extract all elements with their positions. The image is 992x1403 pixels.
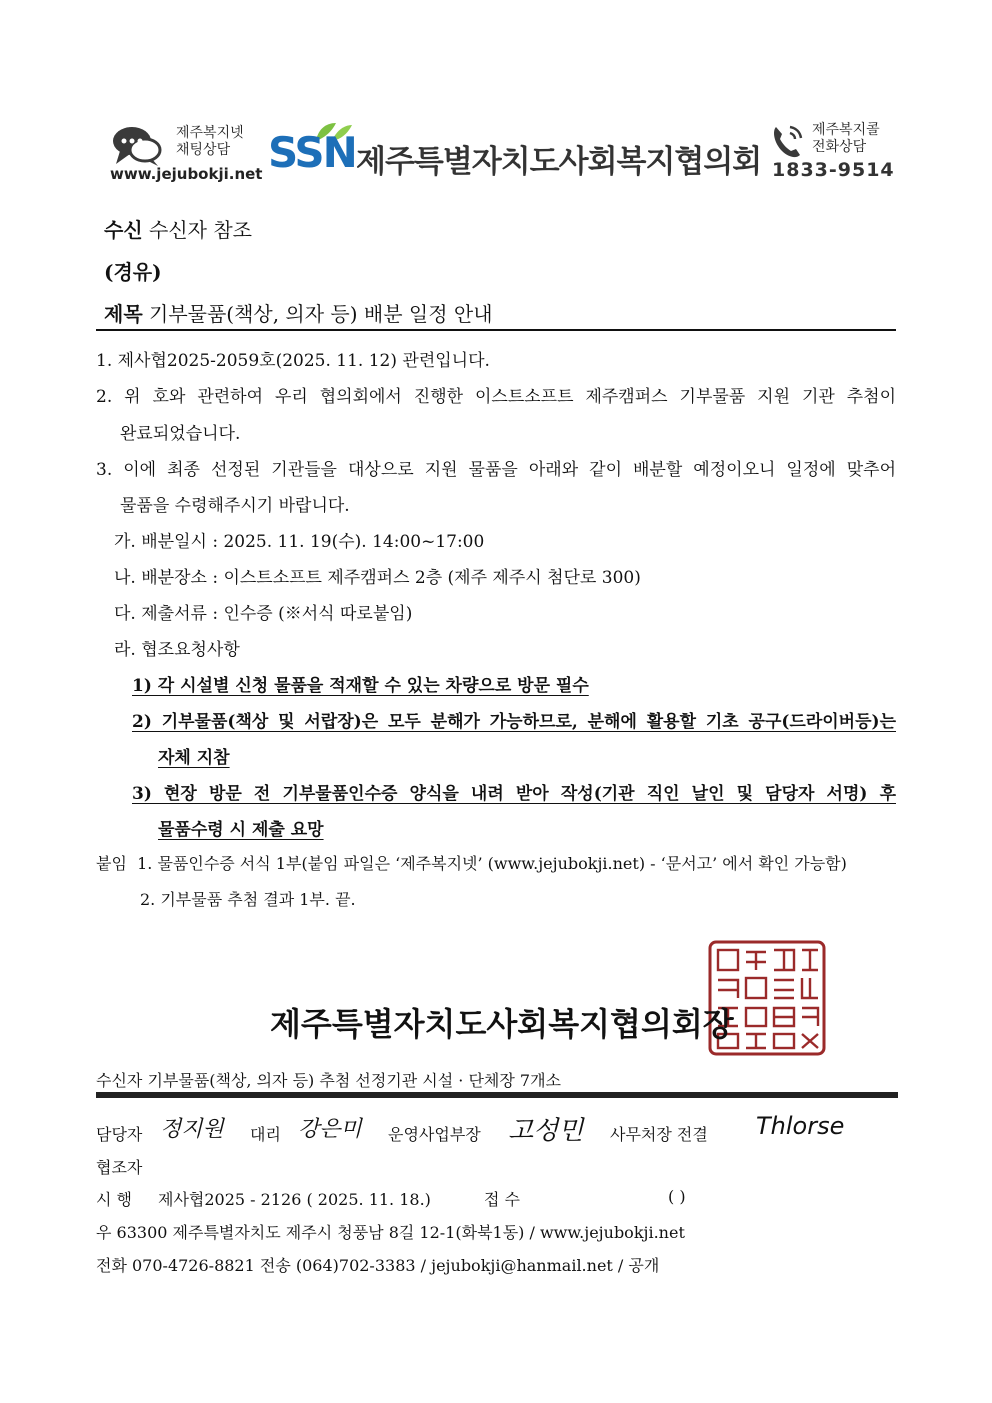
request-2-line2: 자체 지참: [158, 748, 230, 768]
chat-bubble-icon: [112, 124, 162, 168]
chat-line2: 채팅상담: [176, 142, 231, 158]
receipt-label: 접 수: [484, 1190, 520, 1209]
subject-value: 기부물품(책상, 의자 등) 배분 일정 안내: [149, 302, 493, 326]
subject-row: [104, 298, 493, 327]
footer-divider: [96, 1092, 898, 1098]
paragraph-3-line2: 물품을 수령해주시기 바랍니다.: [120, 496, 350, 516]
execution-value: 제사협2025 - 2126 ( 2025. 11. 18.): [158, 1190, 431, 1209]
ops-manager-label: 운영사업부장: [388, 1125, 481, 1144]
receipt-value: ( ): [668, 1187, 686, 1206]
secretary-label: 사무처장 전결: [610, 1125, 708, 1144]
cooperator-label: 협조자: [96, 1158, 143, 1177]
execution-label: 시 행: [96, 1190, 132, 1209]
via-row: [104, 256, 162, 285]
recipient-value: 수신자 참조: [149, 218, 252, 242]
subject-divider: [96, 329, 896, 331]
issuer-title: 제주특별자치도사회복지협의회장: [270, 1005, 734, 1043]
request-3-line1: 3) 현장 방문 전 기부물품인수증 양식을 내려 받아 작성(기관 직인 날인 및 담당자 서명) 후: [132, 784, 896, 804]
staff-label: 담당자: [96, 1125, 143, 1144]
website-text: www.jejubokji.net: [110, 165, 263, 183]
recipients-list: 수신자 기부물품(책상, 의자 등) 추첨 선정기관 시설 · 단체장 7개소: [96, 1071, 562, 1090]
attachment-label: 붙임: [96, 854, 127, 873]
paragraph-3-line1: 3. 이에 최종 선정된 기관들을 대상으로 지원 물품을 아래와 같이 배분할 예정이오니 일정에 맞추어: [96, 460, 896, 480]
via-label: (경유): [104, 260, 162, 284]
item-documents: 다. 제출서류 : 인수증 (※서식 따로붙임): [114, 604, 413, 624]
staff-signature: 정지원: [160, 1117, 224, 1142]
ssn-logo: SSN: [268, 128, 356, 177]
secretary-signature: Thlorse: [756, 1112, 845, 1140]
request-1: 1) 각 시설별 신청 물품을 적재할 수 있는 차량으로 방문 필수: [132, 676, 589, 696]
deputy-label: 대리: [250, 1125, 281, 1144]
subject-label: 제목: [104, 302, 143, 326]
call-consult-text: [812, 122, 880, 156]
org-name-header: 제주특별자치도사회복지협의회: [356, 144, 762, 180]
attachment-1-row: [96, 851, 847, 874]
phone-number: 1833-9514: [772, 159, 895, 181]
recipient-label: 수신: [104, 218, 143, 242]
item-location: 나. 배분장소 : 이스트소프트 제주캠퍼스 2층 (제주 제주시 첨단로 300): [114, 568, 641, 588]
attachment-2: 2. 기부물품 추첨 결과 1부. 끝.: [140, 890, 356, 909]
attachment-1: 1. 물품인수증 서식 1부(붙임 파일은 ‘제주복지넷’ (www.jejubokji.net) - ‘문서고’ 에서 확인 가능함): [137, 854, 847, 873]
chat-consult-text: [176, 125, 244, 159]
deputy-signature: 강은미: [298, 1117, 362, 1142]
address-line: 우 63300 제주특별자치도 제주시 청풍남 8길 12-1(화북1동) / www.jejubokji.net: [96, 1223, 685, 1242]
ops-manager-signature: 고성민: [508, 1116, 584, 1146]
paragraph-1: 1. 제사협2025-2059호(2025. 11. 12) 관련입니다.: [96, 351, 490, 371]
item-requests: 라. 협조요청사항: [114, 640, 240, 660]
call-line2: 전화상담: [812, 139, 867, 155]
contact-line: 전화 070-4726-8821 전송 (064)702-3383 / jejubokji@hanmail.net / 공개: [96, 1256, 660, 1275]
phone-icon: [768, 121, 808, 161]
item-schedule: 가. 배분일시 : 2025. 11. 19(수). 14:00~17:00: [114, 532, 485, 552]
request-2-line1: 2) 기부물품(책상 및 서랍장)은 모두 분해가 가능하므로, 분해에 활용할 기초 공구(드라이버등)는: [132, 712, 896, 732]
paragraph-2-line2: 완료되었습니다.: [120, 424, 241, 444]
paragraph-2-line1: 2. 위 호와 관련하여 우리 협의회에서 진행한 이스트소프트 제주캠퍼스 기부물품 지원 기관 추첨이: [96, 387, 896, 407]
request-3-line2: 물품수령 시 제출 요망: [158, 820, 324, 840]
recipient-row: [104, 214, 252, 243]
chat-line1: 제주복지넷: [176, 125, 244, 141]
call-line1: 제주복지콜: [812, 122, 880, 138]
